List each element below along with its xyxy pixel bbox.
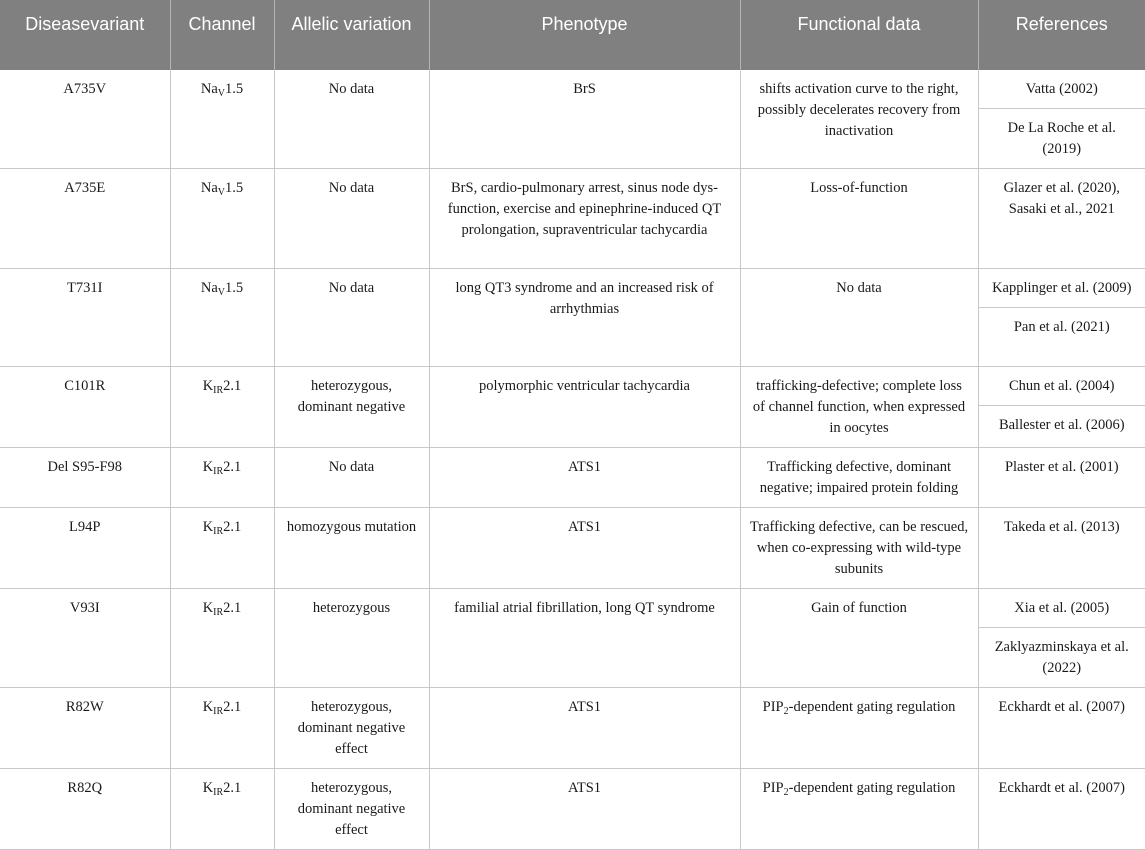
cell-variant: C101R <box>0 367 170 448</box>
table-row <box>0 70 1145 169</box>
functional-text: Trafficking defective, can be rescued, when co-expressing with wild-type subunits <box>750 519 968 577</box>
channel-rest: 2.1 <box>223 600 241 616</box>
cell-references <box>978 169 1145 269</box>
cell-phenotype: ATS1 <box>429 769 740 850</box>
channel-base: K <box>203 378 213 394</box>
channel-base: K <box>203 519 213 535</box>
table-row <box>0 589 1145 688</box>
cell-variant: A735E <box>0 169 170 269</box>
cell-functional <box>740 769 978 850</box>
functional-subscript: 2 <box>784 787 789 798</box>
channel-subscript: IR <box>213 385 223 396</box>
channel-rest: 2.1 <box>223 459 241 475</box>
reference-entry: Plaster et al. (2001) <box>979 448 1145 486</box>
functional-text-rest: -dependent gating regulation <box>789 699 956 715</box>
channel-base: K <box>203 780 213 796</box>
table-row <box>0 448 1145 508</box>
functional-text: Trafficking defective, dominant negative; impaired protein folding <box>760 459 959 496</box>
cell-allelic: No data <box>274 169 429 269</box>
cell-channel <box>170 448 274 508</box>
table-row <box>0 169 1145 269</box>
cell-allelic: heterozygous, dominant negative <box>274 367 429 448</box>
cell-variant: L94P <box>0 508 170 589</box>
cell-references <box>978 448 1145 508</box>
reference-entry: Xia et al. (2005) <box>979 589 1145 628</box>
table-row <box>0 688 1145 769</box>
cell-phenotype: BrS, cardio-pulmonary arrest, sinus node dys-function, exercise and epinephrine-induced QT prolongation, supraventricular tachycardia <box>429 169 740 269</box>
table-row <box>0 769 1145 850</box>
header-channel: Channel <box>170 0 274 70</box>
cell-channel <box>170 367 274 448</box>
functional-text: No data <box>836 280 882 296</box>
cell-references <box>978 367 1145 448</box>
cell-references <box>978 269 1145 367</box>
cell-variant: T731I <box>0 269 170 367</box>
channel-rest: 1.5 <box>225 180 243 196</box>
cell-allelic: homozygous mutation <box>274 508 429 589</box>
table-header <box>0 0 1145 70</box>
cell-channel <box>170 169 274 269</box>
cell-functional <box>740 508 978 589</box>
cell-variant: A735V <box>0 70 170 169</box>
channel-rest: 1.5 <box>225 280 243 296</box>
functional-subscript: 2 <box>784 706 789 717</box>
reference-entry: Eckhardt et al. (2007) <box>979 769 1145 807</box>
functional-text: trafficking-defective; complete loss of channel function, when expressed in oocytes <box>753 378 965 436</box>
channel-subscript: IR <box>213 466 223 477</box>
channel-base: K <box>203 600 213 616</box>
reference-entry: Kapplinger et al. (2009) <box>979 269 1145 308</box>
functional-text: PIP <box>763 699 784 715</box>
cell-channel <box>170 269 274 367</box>
table-row <box>0 367 1145 448</box>
channel-subscript: IR <box>213 526 223 537</box>
functional-text-rest: -dependent gating regulation <box>789 780 956 796</box>
cell-allelic: No data <box>274 448 429 508</box>
channel-base: Na <box>201 81 218 97</box>
cell-allelic: heterozygous <box>274 589 429 688</box>
cell-allelic: heterozygous, dominant negative effect <box>274 769 429 850</box>
functional-text: PIP <box>763 780 784 796</box>
cell-channel <box>170 508 274 589</box>
cell-channel <box>170 688 274 769</box>
header-functional: Functional data <box>740 0 978 70</box>
header-allelic: Allelic variation <box>274 0 429 70</box>
reference-entry: Pan et al. (2021) <box>979 308 1145 346</box>
reference-entry: Ballester et al. (2006) <box>979 406 1145 444</box>
cell-allelic: No data <box>274 269 429 367</box>
cell-allelic: No data <box>274 70 429 169</box>
cell-channel <box>170 589 274 688</box>
reference-entry: Chun et al. (2004) <box>979 367 1145 406</box>
cell-functional <box>740 269 978 367</box>
channel-rest: 2.1 <box>223 519 241 535</box>
cell-channel <box>170 70 274 169</box>
channel-rest: 2.1 <box>223 378 241 394</box>
reference-entry: Glazer et al. (2020), Sasaki et al., 2021 <box>979 169 1145 228</box>
header-variant: Diseasevariant <box>0 0 170 70</box>
cell-functional <box>740 448 978 508</box>
channel-base: Na <box>201 180 218 196</box>
cell-variant: R82W <box>0 688 170 769</box>
functional-text: shifts activation curve to the right, possibly decelerates recovery from inactivation <box>758 81 961 139</box>
reference-entry: Takeda et al. (2013) <box>979 508 1145 546</box>
cell-phenotype: ATS1 <box>429 448 740 508</box>
cell-phenotype: long QT3 syndrome and an increased risk of arrhythmias <box>429 269 740 367</box>
reference-entry: Eckhardt et al. (2007) <box>979 688 1145 726</box>
cell-references <box>978 589 1145 688</box>
reference-entry: Zaklyazminskaya et al. (2022) <box>979 628 1145 687</box>
channel-rest: 2.1 <box>223 699 241 715</box>
channel-base: K <box>203 699 213 715</box>
cell-references <box>978 70 1145 169</box>
cell-references <box>978 769 1145 850</box>
cell-functional <box>740 367 978 448</box>
table-row <box>0 508 1145 589</box>
header-phenotype: Phenotype <box>429 0 740 70</box>
cell-channel <box>170 769 274 850</box>
header-row <box>0 0 1145 70</box>
table-row <box>0 269 1145 367</box>
cell-allelic: heterozygous, dominant negative effect <box>274 688 429 769</box>
cell-functional <box>740 70 978 169</box>
functional-text: Loss-of-function <box>810 180 907 196</box>
cell-variant: Del S95-F98 <box>0 448 170 508</box>
cell-phenotype: BrS <box>429 70 740 169</box>
channel-rest: 1.5 <box>225 81 243 97</box>
cell-phenotype: ATS1 <box>429 688 740 769</box>
cell-phenotype: polymorphic ventricular tachycardia <box>429 367 740 448</box>
cell-references <box>978 688 1145 769</box>
cell-references <box>978 508 1145 589</box>
channel-subscript: V <box>218 187 225 198</box>
channel-subscript: IR <box>213 787 223 798</box>
reference-entry: Vatta (2002) <box>979 70 1145 109</box>
channel-subscript: V <box>218 88 225 99</box>
channel-subscript: IR <box>213 607 223 618</box>
cell-phenotype: ATS1 <box>429 508 740 589</box>
channel-base: Na <box>201 280 218 296</box>
channel-subscript: V <box>218 287 225 298</box>
channel-base: K <box>203 459 213 475</box>
reference-entry: De La Roche et al. (2019) <box>979 109 1145 168</box>
channel-rest: 2.1 <box>223 780 241 796</box>
table-body <box>0 70 1145 850</box>
cell-functional <box>740 688 978 769</box>
cell-functional <box>740 169 978 269</box>
cell-variant: R82Q <box>0 769 170 850</box>
header-references: References <box>978 0 1145 70</box>
channel-subscript: IR <box>213 706 223 717</box>
cell-phenotype: familial atrial fibrillation, long QT syndrome <box>429 589 740 688</box>
functional-text: Gain of function <box>811 600 907 616</box>
cell-functional <box>740 589 978 688</box>
cell-variant: V93I <box>0 589 170 688</box>
